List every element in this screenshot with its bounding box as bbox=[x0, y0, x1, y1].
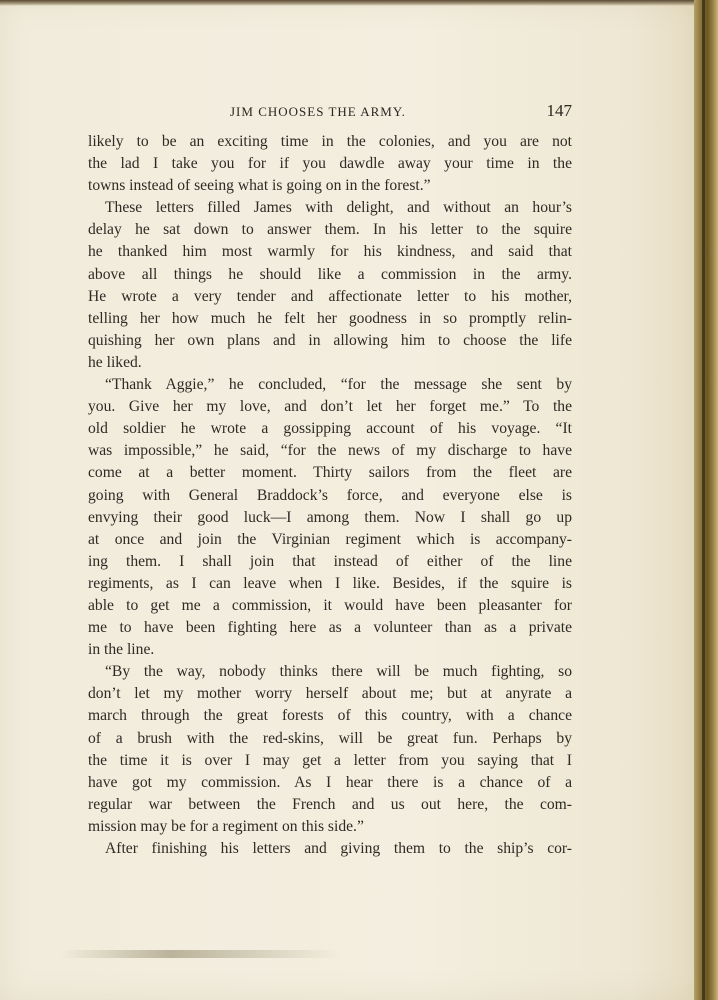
text-line: was impossible,” he said, “for the news of my discharge to have bbox=[88, 442, 572, 460]
page-smudge bbox=[60, 950, 340, 958]
text-line: at once and join the Virginian regiment which is accompany- bbox=[88, 530, 572, 548]
text-line: After finishing his letters and giving them to the ship’s cor- bbox=[105, 840, 572, 857]
page-top-edge bbox=[0, 0, 700, 6]
text-line: ing them. I shall join that instead of either of the line bbox=[88, 552, 572, 570]
text-line: old soldier he wrote a gossipping account of his voyage. “It bbox=[88, 420, 572, 438]
text-line: regiments, as I can leave when I like. Besides, if the squire is bbox=[88, 574, 572, 592]
running-head bbox=[88, 102, 572, 122]
text-line: able to get me a commission, it would have been pleasanter for bbox=[88, 596, 572, 614]
running-head-title: JIM CHOOSES THE ARMY. bbox=[230, 104, 406, 119]
text-line: “Thank Aggie,” he concluded, “for the message she sent by bbox=[105, 376, 572, 394]
text-line: the time it is over I may get a letter from you saying that I bbox=[88, 751, 572, 769]
text-line: regular war between the French and us out here, the com- bbox=[88, 795, 572, 813]
text-line: quishing her own plans and in allowing him to choose the life bbox=[88, 331, 572, 349]
text-line: come at a better moment. Thirty sailors from the fleet are bbox=[88, 464, 572, 482]
text-line: in the line. bbox=[88, 641, 155, 659]
text-line: don’t let my mother worry herself about me; but at anyrate a bbox=[88, 685, 572, 703]
body-text bbox=[88, 131, 572, 860]
text-line: delay he sat down to answer them. In his letter to the squire bbox=[88, 221, 572, 239]
text-line: telling her how much he felt her goodness in so promptly relin- bbox=[88, 309, 572, 327]
book-spine bbox=[694, 0, 718, 1000]
text-line: you. Give her my love, and don’t let her forget me.” To the bbox=[88, 398, 572, 416]
text-line: above all things he should like a commission in the army. bbox=[88, 265, 572, 283]
text-line: mission may be for a regiment on this side.” bbox=[88, 817, 364, 835]
spine-edge bbox=[702, 0, 705, 1000]
text-line: envying their good luck—I among them. Now I shall go up bbox=[88, 508, 572, 526]
text-line: me to have been fighting here as a volunteer than as a private bbox=[88, 619, 572, 637]
text-line: going with General Braddock’s force, and everyone else is bbox=[88, 486, 572, 504]
text-line: he liked. bbox=[88, 353, 142, 371]
text-line: the lad I take you for if you dawdle away your time in the bbox=[88, 155, 572, 173]
text-line: towns instead of seeing what is going on in the forest.” bbox=[88, 177, 431, 195]
text-line: He wrote a very tender and affectionate letter to his mother, bbox=[88, 287, 572, 305]
text-line: march through the great forests of this country, with a chance bbox=[88, 707, 572, 725]
text-line: he thanked him most warmly for his kindness, and said that bbox=[88, 243, 572, 261]
text-line: have got my commission. As I hear there is a chance of a bbox=[88, 773, 572, 791]
text-line: “By the way, nobody thinks there will be much fighting, so bbox=[105, 663, 572, 681]
text-line: of a brush with the red-skins, will be great fun. Perhaps by bbox=[88, 729, 572, 747]
page-number: 147 bbox=[546, 101, 572, 120]
text-line: These letters filled James with delight, and without an hour’s bbox=[105, 199, 572, 217]
text-line: likely to be an exciting time in the colonies, and you are not bbox=[88, 133, 572, 150]
